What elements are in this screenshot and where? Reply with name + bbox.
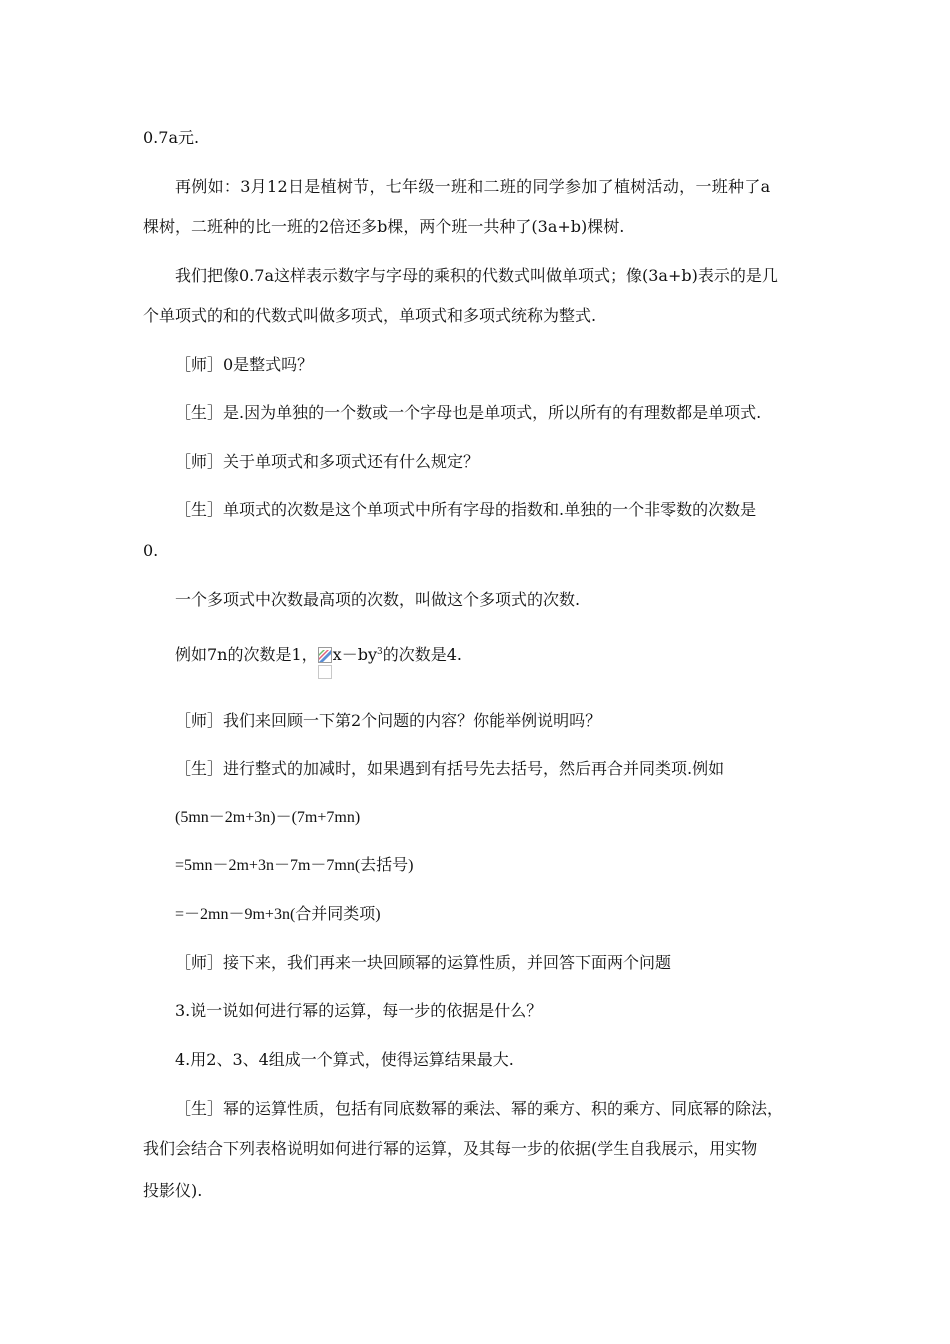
paragraph-line: 个单项式的和的代数式叫做多项式，单项式和多项式统称为整式. — [143, 306, 597, 325]
paragraph-line: 4.用2、3、4组成一个算式，使得运算结果最大. — [175, 1050, 514, 1069]
paragraph-line: ［生］单项式的次数是这个单项式中所有字母的指数和.单独的一个非零数的次数是 — [175, 500, 757, 519]
paragraph-line: 再例如：3月12日是植树节，七年级一班和二班的同学参加了植树活动，一班种了a — [175, 177, 771, 196]
equation-line: =－2mn－9m+3n(合并同类项) — [175, 906, 381, 923]
formula-exponent: 3 — [376, 647, 383, 657]
paragraph-line: ［生］幂的运算性质，包括有同底数幂的乘法、幂的乘方、积的乘方、同底幂的除法， — [175, 1099, 784, 1118]
paragraph-line: ［师］0是整式吗？ — [175, 355, 314, 374]
paragraph-line: 投影仪). — [143, 1181, 203, 1200]
paragraph-line: ［师］关于单项式和多项式还有什么规定？ — [175, 452, 480, 471]
formula-mid: x－by — [332, 645, 377, 664]
paragraph-line: 0. — [143, 541, 159, 560]
paragraph-line: 棵树，二班种的比一班的2倍还多b棵，两个班一共种了(3a+b)棵树. — [143, 217, 625, 236]
equation-line: =5mn－2m+3n－7m－7mn(去括号) — [175, 857, 414, 874]
formula-placeholder-box — [318, 665, 332, 679]
formula-prefix: 例如7n的次数是1， — [175, 645, 318, 664]
paragraph-line: 一个多项式中次数最高项的次数，叫做这个多项式的次数. — [175, 590, 581, 609]
paragraph-line: 我们会结合下列表格说明如何进行幂的运算，及其每一步的依据(学生自我展示，用实物 — [143, 1139, 758, 1158]
paragraph-line: ［生］是.因为单独的一个数或一个字母也是单项式，所以所有的有理数都是单项式. — [175, 403, 762, 422]
paragraph-line: 0.7a元. — [143, 128, 200, 147]
paragraph-line: ［生］进行整式的加减时，如果遇到有括号先去括号，然后再合并同类项.例如 — [175, 759, 725, 778]
paragraph-line: ［师］接下来，我们再来一块回顾幂的运算性质，并回答下面两个问题 — [175, 953, 672, 972]
broken-formula-image-icon — [318, 647, 332, 663]
formula-suffix: 的次数是4. — [382, 645, 462, 664]
paragraph-line: ［师］我们来回顾一下第2个问题的内容？你能举例说明吗？ — [175, 711, 602, 730]
formula-line — [175, 645, 462, 665]
paragraph-line: 我们把像0.7a这样表示数字与字母的乘积的代数式叫做单项式；像(3a+b)表示的是几 — [175, 266, 778, 285]
equation-line: (5mn－2m+3n)－(7m+7mn) — [175, 809, 361, 826]
paragraph-line: 3.说一说如何进行幂的运算，每一步的依据是什么？ — [175, 1001, 543, 1020]
